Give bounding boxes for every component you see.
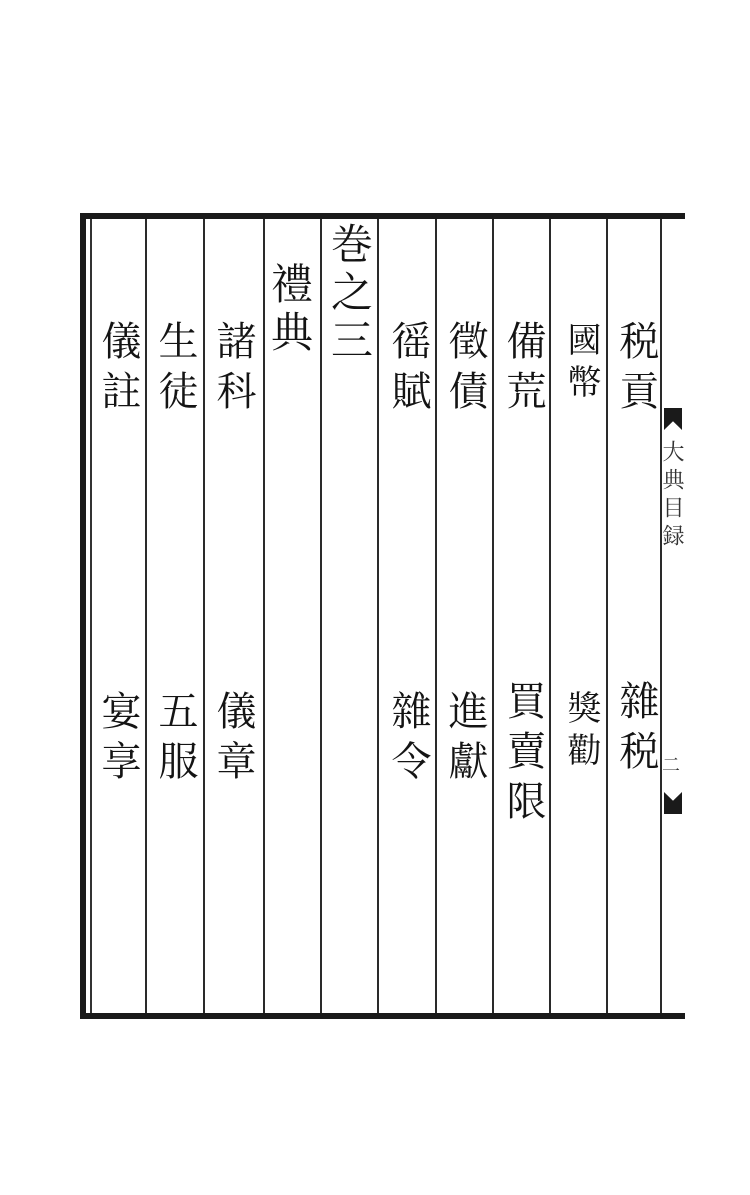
entry-top: 諸科 [210, 320, 256, 420]
entry-top: 備荒 [500, 320, 546, 420]
entry-top: 國幣 [561, 322, 601, 406]
column-rule [377, 219, 379, 1013]
leaf-number: 二 [659, 755, 680, 773]
entry-bottom: 雜税 [613, 680, 659, 780]
frame-border-left-inner [90, 219, 92, 1013]
column-rule [606, 219, 608, 1013]
frame-border-bottom [80, 1013, 685, 1019]
frame-border-top [80, 213, 685, 219]
column-rule [320, 219, 322, 1013]
entry-bottom: 買賣限 [500, 680, 546, 830]
column-rule [145, 219, 147, 1013]
entry-bottom: 五服 [152, 690, 198, 790]
entry-bottom: 進獻 [442, 690, 488, 790]
column-rule [549, 219, 551, 1013]
entry-top: 生徒 [152, 320, 198, 420]
entry-top: 儀註 [95, 320, 141, 420]
entry-top: 税貢 [613, 320, 659, 420]
center-fold-title: 大典目録 [659, 440, 684, 552]
section-title: 禮典 [265, 262, 314, 358]
frame-border-left [80, 213, 86, 1019]
center-fold [659, 219, 684, 1013]
entry-bottom: 獎勸 [561, 690, 601, 774]
volume-title: 巻之三 [325, 222, 374, 366]
entry-bottom: 雜令 [385, 690, 431, 790]
entry-bottom: 儀章 [210, 690, 256, 790]
column-rule [492, 219, 494, 1013]
entry-top: 徵債 [442, 320, 488, 420]
center-fold-line [660, 219, 662, 1013]
column-rule [435, 219, 437, 1013]
column-rule [203, 219, 205, 1013]
entry-top: 徭賦 [385, 320, 431, 420]
entry-bottom: 宴享 [95, 690, 141, 790]
